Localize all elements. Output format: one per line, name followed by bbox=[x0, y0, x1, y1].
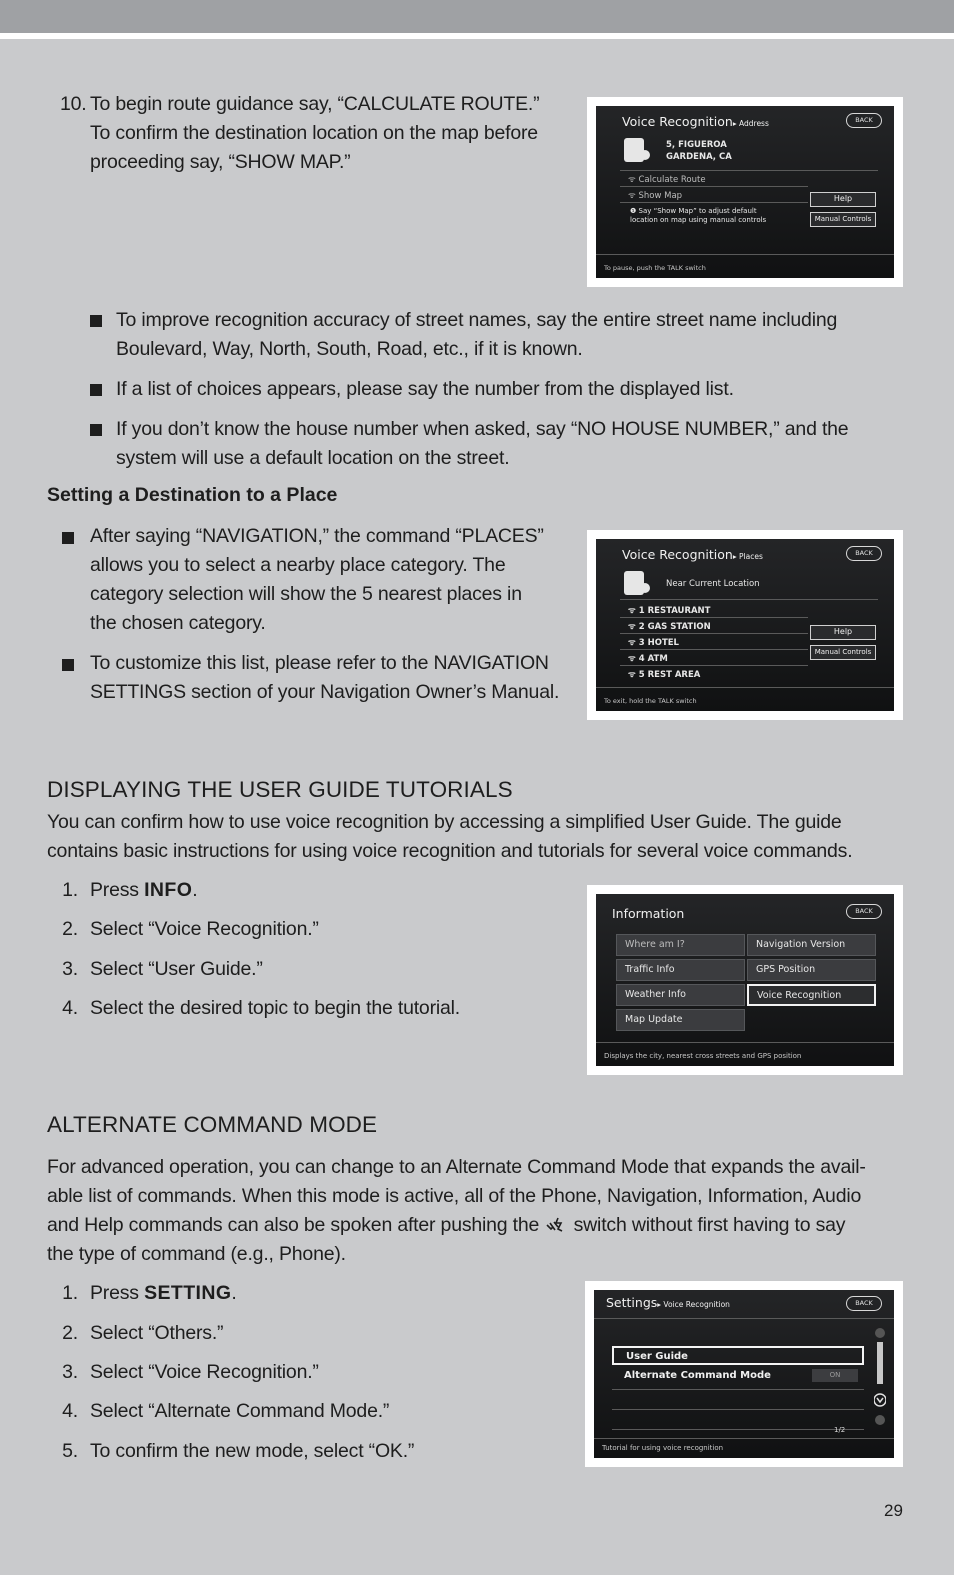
step-10-text bbox=[90, 90, 570, 177]
place-bullet-1: After saying “NAVIGATION,” the command “PLACES” allows you to select a nearby place category. The category selection will show the 5 nearest places in the chosen category. bbox=[90, 525, 544, 634]
tutorial-step-3: Select “User Guide.” bbox=[90, 958, 263, 980]
setting-alternate-command-mode[interactable]: Alternate Command Mode ON bbox=[612, 1367, 864, 1386]
tutorial-step-2: Select “Voice Recognition.” bbox=[90, 918, 319, 940]
alternate-step-4: Select “Alternate Command Mode.” bbox=[90, 1400, 390, 1422]
alternate-title: ALTERNATE COMMAND MODE bbox=[47, 1112, 378, 1137]
voice-mic-icon bbox=[624, 571, 644, 595]
voice-mic-icon bbox=[624, 138, 644, 162]
speak-icon: ᯤ bbox=[628, 638, 639, 648]
screen-settings-figure bbox=[585, 1281, 903, 1467]
tutorial-step-1: Press INFO. bbox=[90, 879, 198, 901]
back-button[interactable]: BACK bbox=[846, 1296, 882, 1311]
step-10-number: 10. bbox=[60, 93, 87, 115]
menu-traffic-info[interactable]: Traffic Info bbox=[616, 959, 745, 981]
speak-icon: ᯤ bbox=[628, 654, 639, 664]
bullet-square bbox=[62, 659, 74, 671]
step-10-line-3: proceeding say, “SHOW MAP.” bbox=[90, 151, 351, 173]
tutorial-step-4: Select the desired topic to begin the tutorial. bbox=[90, 997, 461, 1019]
manual-controls-button[interactable]: Manual Controls bbox=[810, 212, 876, 227]
back-button[interactable]: BACK bbox=[846, 546, 882, 561]
screen-title: Voice Recognition▸ Places bbox=[622, 547, 763, 562]
alternate-step-5: To confirm the new mode, select “OK.” bbox=[90, 1440, 415, 1462]
screen-information bbox=[596, 894, 894, 1066]
help-button[interactable]: Help bbox=[810, 625, 876, 640]
tip-2: If a list of choices appears, please say the number from the displayed list. bbox=[116, 378, 734, 400]
screen-footer: To exit, hold the TALK switch bbox=[604, 697, 697, 705]
screen-places bbox=[596, 539, 894, 711]
menu-voice-recognition[interactable]: Voice Recognition bbox=[747, 984, 876, 1006]
menu-map-update[interactable]: Map Update bbox=[616, 1009, 745, 1031]
address-line-2: GARDENA, CA bbox=[666, 152, 732, 162]
screen-address bbox=[596, 106, 894, 278]
tip-1: To improve recognition accuracy of street names, say the entire street name including Boulevard, Way, North, South, Road, etc., if it is known. bbox=[116, 309, 838, 360]
header-band bbox=[0, 0, 954, 33]
option-show-map[interactable]: ᯤ Show Map bbox=[628, 191, 683, 201]
place-section-heading: Setting a Destination to a Place bbox=[47, 484, 338, 506]
place-item[interactable]: ᯤ 5 REST AREA bbox=[628, 670, 701, 680]
menu-where-am-i[interactable]: Where am I? bbox=[616, 934, 745, 956]
speak-icon: ᯤ bbox=[628, 670, 639, 680]
place-item[interactable]: ᯤ 1 RESTAURANT bbox=[628, 606, 711, 616]
tip-3: If you don’t know the house number when asked, say “NO HOUSE NUMBER,” and the system will use a default location on the street. bbox=[116, 418, 849, 469]
place-item[interactable]: ᯤ 3 HOTEL bbox=[628, 638, 679, 648]
screen-places-figure bbox=[587, 530, 903, 720]
back-button[interactable]: BACK bbox=[846, 113, 882, 128]
manual-controls-button[interactable]: Manual Controls bbox=[810, 645, 876, 660]
speak-icon: ᯤ bbox=[628, 175, 639, 185]
screen-settings bbox=[594, 1290, 894, 1458]
screen-footer: Displays the city, nearest cross streets and GPS position bbox=[604, 1052, 802, 1060]
alternate-step-2: Select “Others.” bbox=[90, 1322, 224, 1344]
speak-icon: ᯤ bbox=[628, 606, 639, 616]
place-bullet-2: To customize this list, please refer to the NAVIGATION SETTINGS section of your Navigation Owner’s Manual. bbox=[90, 652, 560, 703]
info-icon: ❶ bbox=[630, 207, 639, 215]
screen-title: Settings▸ Voice Recognition bbox=[606, 1295, 730, 1310]
bullet-square bbox=[62, 532, 74, 544]
scrollbar[interactable] bbox=[874, 1328, 886, 1428]
page-number: 29 bbox=[884, 1501, 903, 1520]
speak-icon: ᯤ bbox=[628, 622, 639, 632]
alternate-step-1: Press SETTING. bbox=[90, 1282, 237, 1304]
info-note: ❶ Say “Show Map” to adjust default location on map using manual controls bbox=[630, 207, 767, 224]
place-item[interactable]: ᯤ 4 ATM bbox=[628, 654, 668, 664]
speak-icon: ᯤ bbox=[628, 191, 639, 201]
screen-title: Information bbox=[612, 906, 685, 921]
alternate-step-3: Select “Voice Recognition.” bbox=[90, 1361, 319, 1383]
talk-switch-icon bbox=[544, 1215, 568, 1235]
menu-gps-position[interactable]: GPS Position bbox=[747, 959, 876, 981]
bullet-square bbox=[90, 384, 102, 396]
screen-footer: To pause, push the TALK switch bbox=[604, 264, 706, 272]
bullet-square bbox=[90, 424, 102, 436]
toggle-status: ON bbox=[812, 1369, 858, 1382]
header-rule bbox=[0, 33, 954, 39]
menu-weather-info[interactable]: Weather Info bbox=[616, 984, 745, 1006]
step-10-line-2: To confirm the destination location on the map before bbox=[90, 122, 538, 144]
address-line-1: 5, FIGUEROA bbox=[666, 140, 727, 150]
menu-navigation-version[interactable]: Navigation Version bbox=[747, 934, 876, 956]
screen-address-figure bbox=[587, 97, 903, 287]
help-button[interactable]: Help bbox=[810, 192, 876, 207]
screen-footer: Tutorial for using voice recognition bbox=[602, 1444, 724, 1452]
setting-user-guide[interactable]: User Guide bbox=[612, 1346, 864, 1365]
tutorials-intro: You can confirm how to use voice recognition by accessing a simplified User Guide. The guide contains basic instructions for using voice recognition and tutorials for several voice commands. bbox=[47, 811, 853, 862]
place-item[interactable]: ᯤ 2 GAS STATION bbox=[628, 622, 711, 632]
screen-information-figure bbox=[587, 885, 903, 1075]
option-calculate-route[interactable]: ᯤ Calculate Route bbox=[628, 175, 706, 185]
alternate-intro: For advanced operation, you can change to an Alternate Command Mode that expands the avail- able list of commands. When this mode is active, all of the Phone, Navigation, Information, Audio and Help commands can also be spoken after pushing the switch without first having to say the type of command (e.g., Phone). bbox=[47, 1156, 866, 1265]
step-10-line-1: To begin route guidance say, “CALCULATE ROUTE.” bbox=[90, 93, 540, 115]
bullet-square bbox=[90, 315, 102, 327]
tutorials-title: DISPLAYING THE USER GUIDE TUTORIALS bbox=[47, 777, 513, 802]
near-location-label: Near Current Location bbox=[666, 579, 760, 589]
page-indicator: 1/2 bbox=[834, 1426, 846, 1434]
back-button[interactable]: BACK bbox=[846, 904, 882, 919]
screen-title: Voice Recognition▸ Address bbox=[622, 114, 769, 129]
